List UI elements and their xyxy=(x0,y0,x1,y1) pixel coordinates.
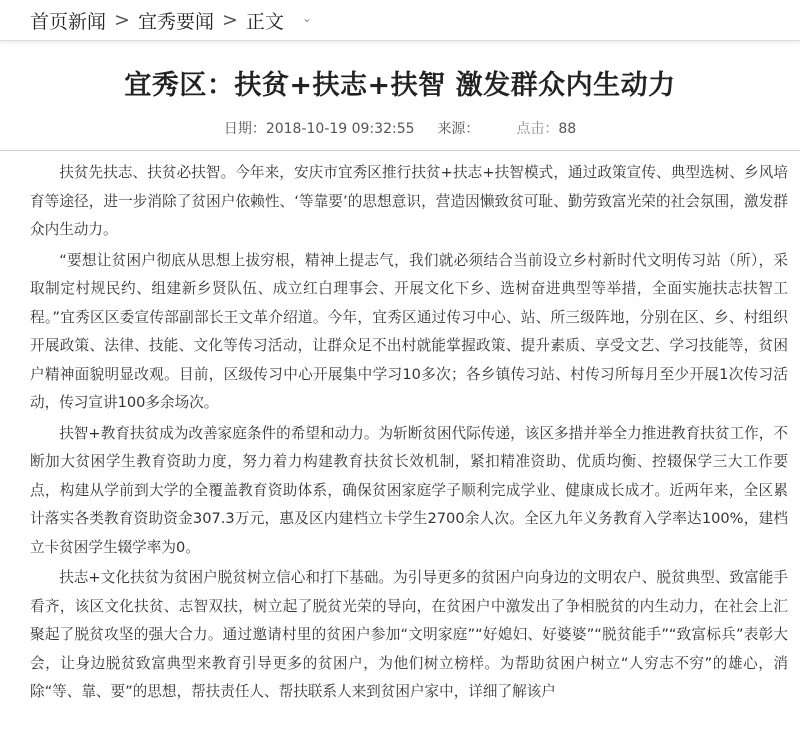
hits-count: 88 xyxy=(558,121,577,137)
paragraph: 扶智+教育扶贫成为改善家庭条件的希望和动力。为斩断贫困代际传递，该区多措并举全力推进教育扶贫工作，不断加大贫困学生教育资助力度，努力着力构建教育扶贫长效机制，紧扣精准资助、优质均衡、控辍保学三大工作要点，构建从学前到大学的全覆盖教育资助体系，确保贫困家庭学子顺利完成学业、健康成长成才。近两年来，全区累计落实各类教育资助资金307.3万元，惠及区内建档立卡学生2700余人次。全区九年义务教育入学率达100%，建档立卡贫困学生辍学率为0。 xyxy=(30,424,788,556)
paragraph: 扶贫先扶志、扶贫必扶智。今年来，安庆市宜秀区推行扶贫+扶志+扶智模式，通过政策宣传、典型选树、乡风培育等途径，进一步消除了贫困户依赖性、‘等靠要’的思想意识，营造因懒致贫可耻、勤劳致富光荣的社会氛围，激发群众内生动力。 xyxy=(30,164,788,238)
breadcrumb-home-link[interactable]: 首页新闻 xyxy=(30,10,107,33)
breadcrumb-current: 正文 xyxy=(245,10,284,33)
breadcrumb-section-link[interactable]: 宜秀要闻 xyxy=(137,10,214,33)
article-meta xyxy=(0,118,800,138)
article-title: 宜秀区：扶贫+扶志+扶智 激发群众内生动力 xyxy=(124,70,676,101)
date-label: 日期： xyxy=(223,121,266,137)
breadcrumb-separator: > xyxy=(221,9,238,31)
article-date: 2018-10-19 09:32:55 xyxy=(265,121,415,137)
chevron-down-icon[interactable]: ⌄ xyxy=(301,11,312,25)
breadcrumb-separator: > xyxy=(114,9,130,31)
source-label: 来源： xyxy=(437,121,480,137)
paragraph: “要想让贫困户彻底从思想上拔穷根，精神上提志气，我们就必须结合当前设立乡村新时代文明传习站（所），采取制定村规民约、组建新乡贤队伍、成立红白理事会、开展文化下乡、选树奋进典型等举措，全面实施扶志扶智工程。”宜秀区区委宣传部副部长王文革介绍道。今年，宜秀区通过传习中心、站、所三级阵地，分别在区、乡、村组织开展政策、法律、技能、文化等传习活动，让群众足不出村就能掌握政策、提升素质、享受文艺、学习技能等，贫困户精神面貌明显改观。目前，区级传习中心开展集中学习10多次；各乡镇传习站、村传习所每月至少开展1次传习活动，传习宣讲100多余场次。 xyxy=(30,251,788,411)
hits-label: 点击： xyxy=(516,121,559,137)
article-body xyxy=(0,151,800,707)
paragraph: 扶志+文化扶贫为贫困户脱贫树立信心和打下基础。为引导更多的贫困户向身边的文明农户、脱贫典型、致富能手看齐，该区文化扶贫、志智双扶，树立起了脱贫光荣的导向，在贫困户中激发出了争相脱贫的内生动力，在社会上汇聚起了脱贫攻坚的强大合力。通过邀请村里的贫困户参加“文明家庭”“好媳妇、好婆婆”“脱贫能手”“致富标兵”表彰大会，让身边脱贫致富典型来教育引导更多的贫困户，为他们树立榜样。为帮助贫困户树立“人穷志不穷”的雄心，消除“等、靠、要”的思想，帮扶责任人、帮扶联系人来到贫困户家中，详细了解该户 xyxy=(30,569,788,700)
breadcrumb xyxy=(0,0,800,41)
